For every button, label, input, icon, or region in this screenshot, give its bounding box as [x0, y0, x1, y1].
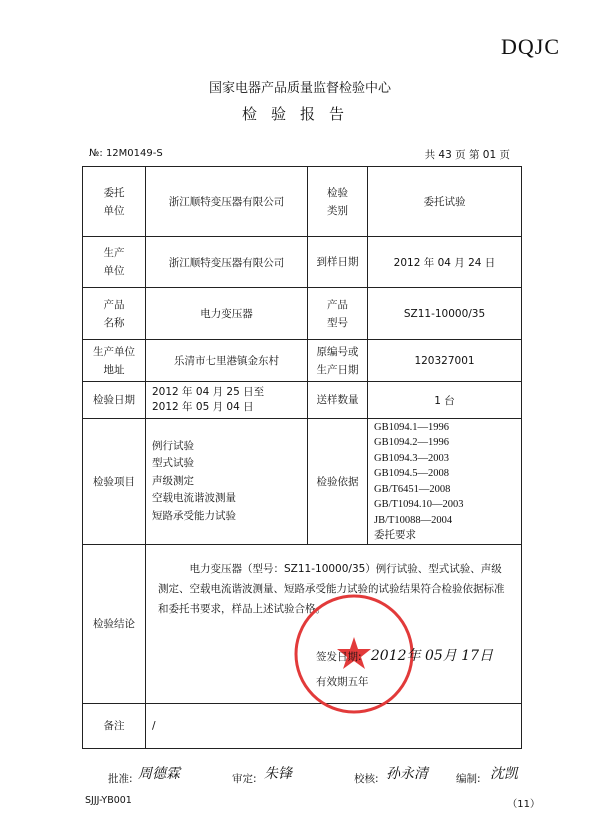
- signature-row: [0, 763, 600, 793]
- list-item: GB/T1094.10—2003: [374, 499, 464, 510]
- quantity-label: 送样数量: [308, 382, 368, 419]
- mfr-address-value: 乐清市七里港镇金东村: [146, 340, 308, 382]
- client-value: 浙江顺特变压器有限公司: [146, 167, 308, 237]
- remarks-label: 备注: [83, 704, 146, 749]
- quantity-value: 1 台: [368, 382, 522, 419]
- review-label: 审定:: [232, 773, 257, 785]
- serial-label: 原编号或 生产日期: [308, 340, 368, 382]
- report-code: DQJC: [500, 34, 560, 59]
- list-item: GB1094.2—1996: [374, 437, 449, 448]
- issue-date-value: 2012年 05月 17日: [370, 648, 494, 664]
- table-row: [83, 237, 522, 288]
- test-date-label: 检验日期: [83, 382, 146, 419]
- sample-date-label: 到样日期: [308, 237, 368, 288]
- model-value: SZ11-10000/35: [368, 288, 522, 340]
- report-table: [82, 166, 522, 749]
- list-item: 短路承受能力试验: [152, 509, 236, 522]
- list-item: 型式试验: [152, 457, 194, 470]
- conclusion-label: 检验结论: [83, 545, 146, 704]
- list-item: 声级测定: [152, 474, 194, 487]
- inspection-type-label: 检验 类别: [308, 167, 368, 237]
- approve-signature: 周德霖: [138, 766, 180, 782]
- conclusion-cell: [146, 545, 522, 704]
- review-signature: 朱锋: [264, 766, 292, 782]
- table-row: [83, 419, 522, 545]
- client-label: 委托 单位: [83, 167, 146, 237]
- document-number: №: 12M0149-S: [89, 148, 163, 159]
- list-item: GB1094.5—2008: [374, 468, 449, 479]
- check-signature: 孙永清: [386, 766, 428, 782]
- report-title: 检验报告: [241, 105, 358, 123]
- list-item: JB/T10088—2004: [374, 514, 453, 526]
- validity-period: 有效期五年: [316, 676, 369, 688]
- model-label: 产品 型号: [308, 288, 368, 340]
- list-item: GB1094.3—2003: [374, 452, 449, 464]
- manufacturer-value: 浙江顺特变压器有限公司: [146, 237, 308, 288]
- product-label: 产品 名称: [83, 288, 146, 340]
- org-name: 国家电器产品质量监督检验中心: [208, 81, 391, 96]
- page-number: （11）: [507, 799, 540, 810]
- list-item: GB1094.1—1996: [374, 421, 449, 433]
- list-item: 空载电流谐波测量: [152, 492, 236, 505]
- list-item: GB/T6451—2008: [374, 483, 451, 495]
- prepare-signature: 沈凯: [490, 766, 518, 782]
- serial-value: 120327001: [368, 340, 522, 382]
- sample-date-value: 2012 年 04 月 24 日: [368, 237, 522, 288]
- prepare-label: 编制:: [456, 773, 481, 785]
- standards-list: [368, 419, 522, 545]
- approve-label: 批准:: [108, 773, 133, 785]
- table-row: [83, 167, 522, 237]
- table-row: [83, 382, 522, 419]
- issue-date-label: 签发日期:: [316, 651, 362, 663]
- page-count: 共 43 页 第 01 页: [424, 149, 510, 161]
- items-label: 检验项目: [83, 419, 146, 545]
- test-date-value: 2012 年 04 月 25 日至 2012 年 05 月 04 日: [146, 382, 308, 419]
- remarks-value: /: [146, 704, 522, 749]
- check-label: 校核:: [354, 773, 379, 785]
- table-row: [83, 340, 522, 382]
- inspection-type-value: 委托试验: [368, 167, 522, 237]
- basis-label: 检验依据: [308, 419, 368, 545]
- items-list: [146, 419, 308, 545]
- list-item: 例行试验: [152, 439, 194, 452]
- mfr-address-label: 生产单位 地址: [83, 340, 146, 382]
- table-row: [83, 545, 522, 704]
- list-item: 委托要求: [374, 530, 416, 541]
- product-value: 电力变压器: [146, 288, 308, 340]
- manufacturer-label: 生产 单位: [83, 237, 146, 288]
- issue-date: [316, 645, 493, 665]
- form-number: SJJJ-YB001: [85, 795, 132, 806]
- conclusion-text: 电力变压器（型号：SZ11-10000/35）例行试验、型式试验、声级测定、空载电流谐波测量、短路承受能力试验的试验结果符合检验依据标准和委托书要求，样品上述试验合格。: [158, 563, 505, 615]
- table-row: [83, 288, 522, 340]
